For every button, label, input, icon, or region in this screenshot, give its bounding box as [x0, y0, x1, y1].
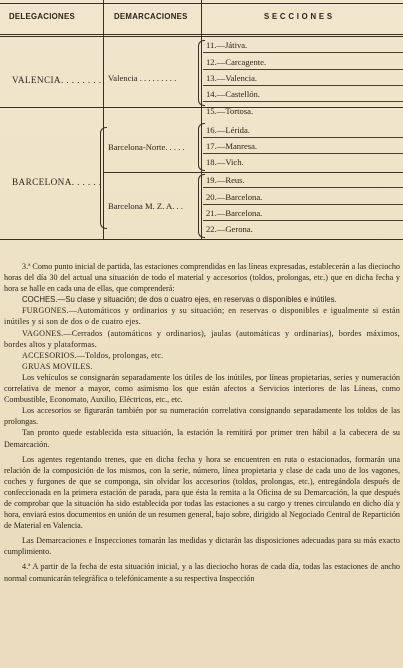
brace-barcelona [100, 127, 107, 229]
row-rule [203, 137, 403, 138]
delegacion-barcelona: BARCELONA. . . . . . [12, 177, 102, 187]
row-rule [203, 204, 403, 205]
paragraph-demarcaciones: Las Demarcaciones e Inspecciones tomarán las medidas y dictarán las disposiciones adecuadas para su más exacto cumplimiento. [4, 536, 400, 557]
item-coches: COCHES.—Su clase y situación; de dos o cuatro ejes, en reservas o disponibles e inútiles. [22, 295, 337, 305]
seccion-21: 21.—Barcelona. [206, 208, 263, 218]
row-rule [203, 85, 403, 86]
row-rule [203, 69, 403, 70]
brace-barcelona-mza [198, 174, 205, 238]
body-text [4, 261, 400, 584]
seccion-22: 22.—Gerona. [206, 224, 253, 234]
brace-valencia [198, 40, 205, 106]
seccion-17: 17.—Manresa. [206, 141, 258, 151]
brace-barcelona-norte [198, 123, 205, 171]
paragraph-vehiculos: Los vehículos se consignarán separadamente los útiles de los inútiles, por líneas propietarias, series y numeración correlativa de menor a mayor, como asimismo los que están afectos a Servicios interiores de las Líneas, como Combustible, Economato, Auxilio, Eléctricos, etc., etc. [4, 372, 400, 405]
seccion-12: 12.—Carcagente. [206, 57, 267, 67]
item-accesorios: ACCESORIOS.—Toldos, prolongas, etc. [22, 350, 164, 360]
seccion-14: 14.—Castellón. [206, 89, 260, 99]
seccion-16: 16.—Lérida. [206, 125, 250, 135]
paragraph-accesorios: Los accesorios se figurarán también por su numeración correlativa consignando separadamente los toldos de las prolongas. [4, 406, 400, 427]
row-rule [203, 187, 403, 188]
row-rule [203, 220, 403, 221]
row-rule [203, 101, 403, 102]
paragraph-agentes: Los agentes regentando trenes, que en dicha fecha y hora se encuentren en ruta o estacionados, formarán una relación de la composición de los mismos, con la serie, número, línea propietaria y clase de cada uno de los vagones, coches y furgones de que se componga, sin olvidar los accesorios (toldos, prolongas, etc.), entregándola después de confeccionada en la primera estación de parada, para que ésta la remita a la Oficina de su Demarcación, la que después de comprobar que la situación ha sido establecida por todas las estaciones a su cargo y trenes circulando en dicho día y hora, enviará estos documentos en unión de un resumen general, bajo sobre, dirigido al Negociado Central de Repartición de Material en Valencia. [4, 454, 400, 531]
demarcacion-barcelona-norte: Barcelona-Norte. . . . . [108, 142, 185, 152]
seccion-13: 13.—Valencia. [206, 73, 258, 83]
header-demarcaciones: DEMARCACIONES [114, 12, 188, 21]
demarcacion-barcelona-mza: Barcelona M. Z. A. . . [108, 201, 183, 211]
seccion-19: 19.—Reus. [206, 175, 245, 185]
paragraph-4: 4.ª A partir de la fecha de esta situación inicial, y a las dieciocho horas de cada día, todas las estaciones de ancho normal comunicarán telegráfica o telefónicamente a su respectiva Inspección [4, 562, 400, 583]
header-delegaciones: DELEGACIONES [9, 12, 75, 21]
demarcacion-valencia: Valencia . . . . . . . . . [108, 73, 177, 83]
item-vagones: VAGONES.—Cerrados (automáticos y ordinarios), jaulas (automáticas y ordinarias), bordes máximos, bordes altos y plataformas. [4, 328, 400, 349]
seccion-18: 18.—Vich. [206, 157, 244, 167]
seccion-11: 11.—Játiva. [206, 40, 248, 50]
row-rule [203, 153, 403, 154]
header-secciones: S E C C I O N E S [264, 12, 333, 21]
seccion-20: 20.—Barcelona. [206, 192, 263, 202]
paragraph-remision: Tan pronto quede establecida esta situación, la estación la remitirá por primer tren hábil a la cabecera de su Demarcación. [4, 428, 400, 449]
item-gruas: GRUAS MOVILES. [22, 361, 93, 371]
row-rule [203, 52, 403, 53]
delegacion-valencia: VALENCIA. . . . . . . . [12, 75, 102, 85]
paragraph-3: 3.ª Como punto inicial de partida, las estaciones comprendidas en las líneas expresadas, establecerán a las dieciocho horas del día 30 del actual una situación de todo el material y accesorios (toldos, prolongas, etc.) que en dicha fecha y hora se halle en cada una de ellas, que comprenderá: [4, 262, 400, 294]
subgroup-divider [103, 172, 403, 173]
sections-table [0, 0, 403, 240]
item-furgones: FURGONES.—Automáticos y ordinarios y su situación; en reservas o disponibles e igualmente si están inútiles y si son de dos o de cuatro ejes. [4, 306, 400, 327]
seccion-15: 15.—Tortosa. [206, 106, 254, 116]
